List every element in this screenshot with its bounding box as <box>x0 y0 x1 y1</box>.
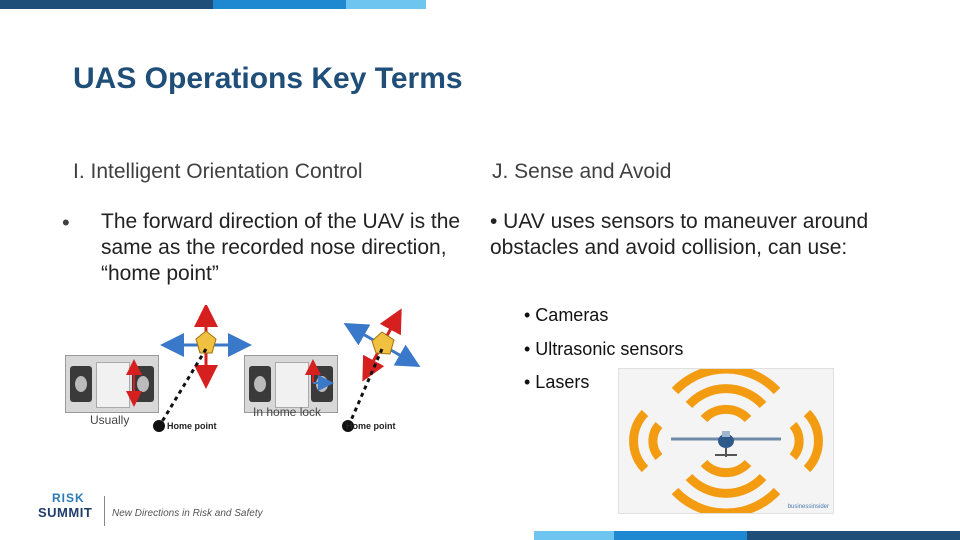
list-item-lasers: • Lasers <box>524 372 590 392</box>
risk-summit-logo <box>38 491 92 520</box>
diagram-label-usually: Usually <box>90 413 130 427</box>
image-credit: businessinsider <box>787 504 829 510</box>
slide-title: UAS Operations Key Terms <box>73 62 463 95</box>
footer-divider <box>104 496 105 526</box>
home-point-label-1: Home point <box>167 421 217 431</box>
left-bullet: • <box>62 210 70 235</box>
right-body-text: • UAV uses sensors to maneuver around obstacles and avoid collision, can use: <box>490 210 869 259</box>
sense-avoid-image <box>618 368 834 514</box>
left-body-text: The forward direction of the UAV is the same as the recorded nose direction, “home point” <box>101 210 461 285</box>
bottom-bar-mid <box>614 531 747 540</box>
top-bar-dark <box>0 0 213 9</box>
bottom-bar-dark <box>747 531 960 540</box>
top-bar-mid <box>213 0 346 9</box>
list-item-ultrasonic: • Ultrasonic sensors <box>524 339 684 359</box>
orientation-diagram <box>60 305 480 445</box>
footer-tagline: New Directions in Risk and Safety <box>112 508 263 519</box>
diagram-label-home-lock: In home lock <box>253 405 322 419</box>
right-heading: J. Sense and Avoid <box>492 160 672 183</box>
sensor-waves-icon <box>619 369 833 513</box>
top-bar-light <box>346 0 426 9</box>
bottom-bar-light <box>534 531 614 540</box>
logo-risk-text: RISK <box>52 491 85 505</box>
left-heading: I. Intelligent Orientation Control <box>73 160 363 183</box>
home-point-label-2: Home point <box>346 421 396 431</box>
logo-summit-text: SUMMIT <box>38 505 93 520</box>
list-item-cameras: • Cameras <box>524 305 609 325</box>
